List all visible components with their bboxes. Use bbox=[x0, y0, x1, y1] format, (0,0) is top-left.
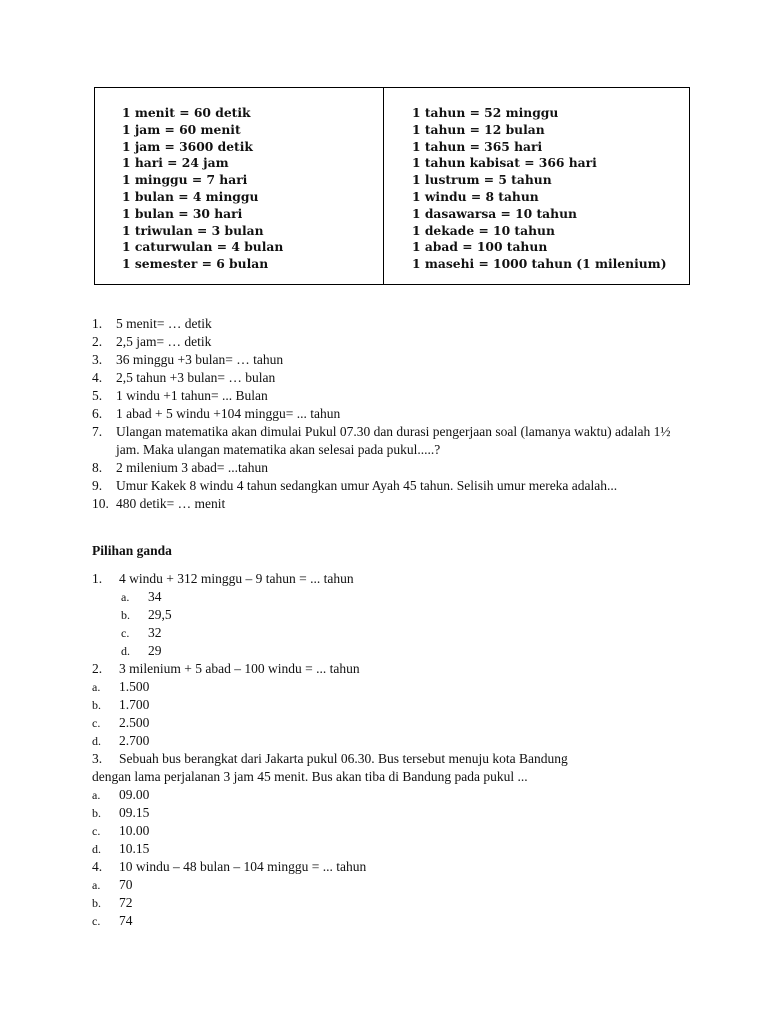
option-label: b. bbox=[121, 608, 130, 622]
section-title: Pilihan ganda bbox=[92, 543, 172, 558]
option-label: b. bbox=[92, 896, 101, 910]
item-text: 2 milenium 3 abad= ...tahun bbox=[116, 460, 268, 475]
essay-item bbox=[92, 477, 672, 495]
conversion-row: 1 dasawarsa = 10 tahun bbox=[412, 205, 577, 221]
essay-item bbox=[92, 495, 672, 513]
item-number: 5. bbox=[92, 388, 103, 403]
item-number: 6. bbox=[92, 406, 103, 421]
conversion-row: 1 tahun = 12 bulan bbox=[412, 121, 545, 137]
answer-option[interactable] bbox=[92, 588, 652, 606]
answer-option[interactable] bbox=[92, 678, 652, 696]
question-text: 3 milenium + 5 abad – 100 windu = ... tahun bbox=[119, 661, 360, 676]
question-text: 4 windu + 312 minggu – 9 tahun = ... tahun bbox=[119, 571, 354, 586]
option-text: 32 bbox=[148, 625, 162, 640]
item-number: 2. bbox=[92, 334, 103, 349]
answer-option[interactable] bbox=[92, 894, 652, 912]
answer-option[interactable] bbox=[92, 876, 652, 894]
essay-questions bbox=[92, 315, 672, 513]
question bbox=[92, 750, 652, 768]
conversion-row: 1 masehi = 1000 tahun (1 milenium) bbox=[412, 256, 667, 272]
item-number: 8. bbox=[92, 460, 103, 475]
conversion-row: 1 caturwulan = 4 bulan bbox=[122, 239, 284, 255]
option-text: 2.500 bbox=[119, 715, 150, 730]
option-label: b. bbox=[92, 806, 101, 820]
option-text: 72 bbox=[119, 895, 133, 910]
option-text: 29,5 bbox=[148, 607, 172, 622]
conversion-column-year bbox=[384, 88, 689, 284]
multiple-choice-questions bbox=[92, 570, 652, 930]
item-number: 4. bbox=[92, 370, 103, 385]
essay-item bbox=[92, 369, 672, 387]
option-text: 10.15 bbox=[119, 841, 150, 856]
conversion-row: 1 jam = 60 menit bbox=[122, 121, 241, 137]
option-text: 1.500 bbox=[119, 679, 150, 694]
answer-option[interactable] bbox=[92, 786, 652, 804]
question bbox=[92, 660, 652, 678]
question-number: 3. bbox=[92, 751, 103, 766]
option-label: d. bbox=[92, 734, 101, 748]
question bbox=[92, 570, 652, 588]
answer-option[interactable] bbox=[92, 912, 652, 930]
conversion-row: 1 tahun = 365 hari bbox=[412, 138, 543, 154]
conversion-row: 1 jam = 3600 detik bbox=[122, 138, 253, 154]
answer-option[interactable] bbox=[92, 714, 652, 732]
conversion-row: 1 bulan = 4 minggu bbox=[122, 188, 259, 204]
option-text: 09.15 bbox=[119, 805, 150, 820]
item-text: 5 menit= … detik bbox=[116, 316, 212, 331]
item-text: 2,5 jam= … detik bbox=[116, 334, 212, 349]
conversion-row: 1 dekade = 10 tahun bbox=[412, 222, 555, 238]
conversion-row: 1 menit = 60 detik bbox=[122, 105, 251, 120]
option-label: a. bbox=[92, 878, 101, 892]
essay-item bbox=[92, 423, 672, 459]
option-label: c. bbox=[92, 716, 101, 730]
item-number: 7. bbox=[92, 424, 103, 439]
answer-option[interactable] bbox=[92, 732, 652, 750]
item-number: 10. bbox=[92, 496, 109, 511]
question-text-continued: dengan lama perjalanan 3 jam 45 menit. Bus akan tiba di Bandung pada pukul ... bbox=[92, 769, 528, 784]
option-label: a. bbox=[121, 590, 130, 604]
option-text: 1.700 bbox=[119, 697, 150, 712]
option-text: 10.00 bbox=[119, 823, 150, 838]
option-label: a. bbox=[92, 788, 101, 802]
item-number: 9. bbox=[92, 478, 103, 493]
conversion-row: 1 windu = 8 tahun bbox=[412, 188, 539, 204]
answer-option[interactable] bbox=[92, 606, 652, 624]
option-text: 2.700 bbox=[119, 733, 150, 748]
option-text: 09.00 bbox=[119, 787, 150, 802]
option-text: 29 bbox=[148, 643, 162, 658]
essay-item bbox=[92, 387, 672, 405]
conversion-row: 1 lustrum = 5 tahun bbox=[412, 172, 552, 188]
answer-option[interactable] bbox=[92, 624, 652, 642]
conversion-row: 1 minggu = 7 hari bbox=[122, 172, 248, 188]
question-number: 4. bbox=[92, 859, 103, 874]
conversion-row: 1 tahun = 52 minggu bbox=[412, 105, 559, 120]
answer-option[interactable] bbox=[92, 804, 652, 822]
item-text: Ulangan matematika akan dimulai Pukul 07.30 dan durasi pengerjaan soal (lamanya waktu) adalah 1½ jam. Maka ulangan matematika akan selesai pada pukul.....? bbox=[116, 424, 671, 457]
question-text: 10 windu – 48 bulan – 104 minggu = ... tahun bbox=[119, 859, 367, 874]
conversion-row: 1 hari = 24 jam bbox=[122, 155, 229, 171]
item-number: 3. bbox=[92, 352, 103, 367]
item-text: 1 windu +1 tahun= ... Bulan bbox=[116, 388, 268, 403]
conversion-row: 1 triwulan = 3 bulan bbox=[122, 222, 264, 238]
conversion-row: 1 semester = 6 bulan bbox=[122, 256, 269, 272]
item-text: 2,5 tahun +3 bulan= … bulan bbox=[116, 370, 276, 385]
essay-item bbox=[92, 333, 672, 351]
answer-option[interactable] bbox=[92, 822, 652, 840]
option-label: c. bbox=[92, 824, 101, 838]
question-number: 2. bbox=[92, 661, 103, 676]
answer-option[interactable] bbox=[92, 696, 652, 714]
option-text: 70 bbox=[119, 877, 133, 892]
essay-item bbox=[92, 405, 672, 423]
conversion-row: 1 tahun kabisat = 366 hari bbox=[412, 155, 597, 171]
option-label: c. bbox=[92, 914, 101, 928]
question-text: Sebuah bus berangkat dari Jakarta pukul 06.30. Bus tersebut menuju kota Bandung bbox=[119, 751, 568, 766]
option-label: d. bbox=[92, 842, 101, 856]
option-label: a. bbox=[92, 680, 101, 694]
essay-item bbox=[92, 351, 672, 369]
option-text: 74 bbox=[119, 913, 133, 928]
question-number: 1. bbox=[92, 571, 103, 586]
option-label: d. bbox=[121, 644, 130, 658]
answer-option[interactable] bbox=[92, 642, 652, 660]
answer-option[interactable] bbox=[92, 840, 652, 858]
conversion-row: 1 abad = 100 tahun bbox=[412, 239, 548, 255]
conversion-column-time bbox=[95, 88, 384, 284]
option-label: b. bbox=[92, 698, 101, 712]
item-number: 1. bbox=[92, 316, 103, 331]
item-text: 1 abad + 5 windu +104 minggu= ... tahun bbox=[116, 406, 341, 421]
conversion-row: 1 bulan = 30 hari bbox=[122, 205, 243, 221]
conversion-table bbox=[94, 87, 690, 285]
essay-item bbox=[92, 459, 672, 477]
option-text: 34 bbox=[148, 589, 162, 604]
question bbox=[92, 858, 652, 876]
essay-item bbox=[92, 315, 672, 333]
item-text: Umur Kakek 8 windu 4 tahun sedangkan umur Ayah 45 tahun. Selisih umur mereka adalah... bbox=[116, 478, 618, 493]
item-text: 480 detik= … menit bbox=[116, 496, 226, 511]
item-text: 36 minggu +3 bulan= … tahun bbox=[116, 352, 284, 367]
option-label: c. bbox=[121, 626, 130, 640]
